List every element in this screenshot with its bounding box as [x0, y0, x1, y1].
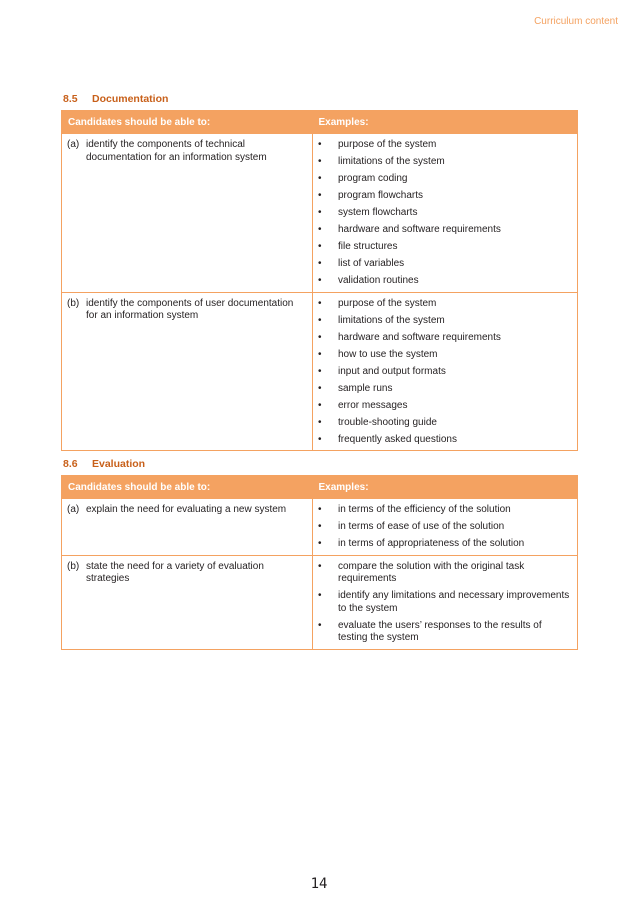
example-text: limitations of the system — [338, 156, 445, 167]
list-item — [318, 332, 572, 345]
examples-list — [318, 561, 572, 645]
section-number: 8.5 — [63, 93, 78, 105]
requirement-cell — [62, 292, 313, 451]
list-item — [318, 504, 572, 517]
list-item — [318, 275, 572, 288]
requirement-letter: (b) — [67, 560, 80, 572]
requirement — [67, 298, 307, 323]
section-evaluation — [61, 458, 577, 650]
column-header-candidates: Candidates should be able to: — [62, 476, 313, 499]
list-item — [318, 258, 572, 271]
requirement — [67, 561, 307, 586]
list-item — [318, 383, 572, 396]
bullet-icon: • — [318, 314, 322, 326]
requirement-text: explain the need for evaluating a new system — [86, 504, 287, 515]
section-documentation — [61, 93, 577, 451]
table-row — [62, 555, 578, 649]
table-row — [62, 292, 578, 451]
example-text: in terms of ease of use of the solution — [338, 521, 505, 532]
requirement-text: state the need for a variety of evaluation strategies — [86, 560, 264, 584]
list-item — [318, 434, 572, 447]
bullet-icon: • — [318, 207, 322, 218]
example-text: hardware and software requirements — [338, 331, 501, 343]
example-text: sample runs — [338, 382, 393, 394]
bullet-icon: • — [318, 382, 322, 394]
example-text: input and output formats — [338, 365, 446, 377]
example-text: hardware and software requirements — [338, 224, 501, 235]
column-header-examples: Examples: — [313, 476, 578, 499]
list-item — [318, 139, 572, 152]
bullet-icon: • — [318, 297, 322, 309]
requirement-text: identify the components of user documentation for an information system — [86, 297, 294, 321]
list-item — [318, 590, 572, 615]
list-item — [318, 538, 572, 551]
list-item — [318, 417, 572, 430]
example-text: list of variables — [338, 258, 405, 269]
bullet-icon: • — [318, 258, 322, 269]
list-item — [318, 156, 572, 169]
list-item — [318, 207, 572, 220]
syllabus-table — [61, 475, 578, 650]
requirement-cell — [62, 555, 313, 649]
list-item — [318, 400, 572, 413]
list-item — [318, 349, 572, 362]
bullet-icon: • — [318, 416, 322, 428]
list-item — [318, 224, 572, 237]
running-header: Curriculum content — [534, 16, 618, 27]
page-number: 14 — [310, 876, 328, 892]
bullet-icon: • — [318, 365, 322, 377]
list-item — [318, 521, 572, 534]
example-text: purpose of the system — [338, 139, 437, 150]
list-item — [318, 366, 572, 379]
example-text: frequently asked questions — [338, 433, 457, 445]
example-text: evaluate the users’ responses to the results of testing the system — [338, 619, 542, 643]
table-row — [62, 134, 578, 293]
requirement-text: identify the components of technical documentation for an information system — [86, 139, 267, 163]
example-text: how to use the system — [338, 348, 438, 360]
requirement-letter: (b) — [67, 297, 80, 309]
requirement-cell — [62, 499, 313, 556]
column-header-examples: Examples: — [313, 111, 578, 134]
table-body — [62, 134, 578, 451]
syllabus-table — [61, 110, 578, 451]
requirement-cell — [62, 134, 313, 293]
examples-list — [318, 139, 572, 288]
bullet-icon: • — [318, 433, 322, 445]
bullet-icon: • — [318, 538, 322, 549]
example-text: system flowcharts — [338, 207, 418, 218]
section-name: Evaluation — [92, 458, 146, 470]
list-item — [318, 315, 572, 328]
example-text: trouble-shooting guide — [338, 416, 437, 428]
bullet-icon: • — [318, 399, 322, 411]
bullet-icon: • — [318, 590, 322, 601]
section-title — [63, 458, 577, 470]
bullet-icon: • — [318, 348, 322, 360]
list-item — [318, 241, 572, 254]
table-header-row — [62, 476, 578, 499]
bullet-icon: • — [318, 619, 322, 631]
example-text: validation routines — [338, 275, 419, 286]
bullet-icon: • — [318, 224, 322, 235]
section-title — [63, 93, 577, 105]
examples-list — [318, 298, 572, 447]
list-item — [318, 298, 572, 311]
example-text: in terms of the efficiency of the solution — [338, 504, 511, 515]
example-text: file structures — [338, 241, 398, 252]
list-item — [318, 173, 572, 186]
bullet-icon: • — [318, 560, 322, 572]
bullet-icon: • — [318, 173, 322, 184]
list-item — [318, 561, 572, 586]
requirement — [67, 504, 307, 517]
example-text: error messages — [338, 399, 408, 411]
column-header-candidates: Candidates should be able to: — [62, 111, 313, 134]
bullet-icon: • — [318, 504, 322, 515]
example-text: program coding — [338, 173, 408, 184]
section-number: 8.6 — [63, 458, 78, 470]
example-text: program flowcharts — [338, 190, 424, 201]
requirement-letter: (a) — [67, 139, 80, 150]
bullet-icon: • — [318, 331, 322, 343]
table-row — [62, 499, 578, 556]
example-text: identify any limitations and necessary improvements to the system — [338, 590, 570, 614]
table-header-row — [62, 111, 578, 134]
bullet-icon: • — [318, 139, 322, 150]
table-body — [62, 499, 578, 650]
bullet-icon: • — [318, 241, 322, 252]
example-text: compare the solution with the original task requirements — [338, 560, 525, 584]
requirement-letter: (a) — [67, 504, 80, 515]
example-text: purpose of the system — [338, 297, 437, 309]
list-item — [318, 190, 572, 203]
examples-cell — [313, 499, 578, 556]
bullet-icon: • — [318, 521, 322, 532]
list-item — [318, 620, 572, 645]
examples-list — [318, 504, 572, 551]
requirement — [67, 139, 307, 164]
section-name: Documentation — [92, 93, 169, 105]
bullet-icon: • — [318, 190, 322, 201]
example-text: in terms of appropriateness of the solution — [338, 538, 525, 549]
examples-cell — [313, 292, 578, 451]
examples-cell — [313, 134, 578, 293]
examples-cell — [313, 555, 578, 649]
example-text: limitations of the system — [338, 314, 445, 326]
bullet-icon: • — [318, 275, 322, 286]
bullet-icon: • — [318, 156, 322, 167]
